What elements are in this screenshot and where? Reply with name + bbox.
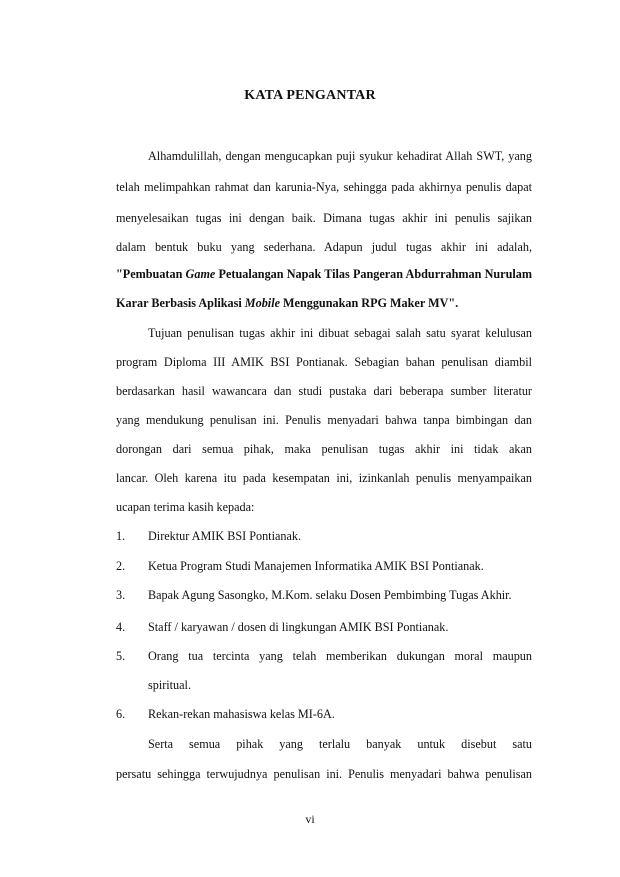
thesis-title-part: "Pembuatan — [116, 267, 186, 281]
paragraph-line: menyelesaikan tugas ini dengan baik. Dimana tugas akhir ini penulis sajikan — [116, 211, 532, 225]
list-text: Ketua Program Studi Manajemen Informatika AMIK BSI Pontianak. — [148, 559, 484, 573]
paragraph-line: Tujuan penulisan tugas akhir ini dibuat sebagai salah satu syarat kelulusan — [148, 326, 532, 340]
thesis-title-part: Menggunakan RPG Maker MV". — [280, 296, 459, 310]
list-text: Staff / karyawan / dosen di lingkungan AMIK BSI Pontianak. — [148, 620, 449, 634]
list-text: Direktur AMIK BSI Pontianak. — [148, 529, 302, 543]
list-number: 4. — [116, 620, 126, 634]
page-number: vi — [305, 812, 315, 826]
paragraph-line: yang mendukung penulisan ini. Penulis menyadari bahwa tanpa bimbingan dan — [116, 413, 532, 427]
paragraph-line: ucapan terima kasih kepada: — [116, 500, 255, 514]
paragraph-line: telah melimpahkan rahmat dan karunia-Nya, sehingga pada akhirnya penulis dapat — [116, 180, 532, 194]
paragraph-line: berdasarkan hasil wawancara dan studi pustaka dari beberapa sumber literatur — [116, 384, 532, 398]
paragraph-line: persatu sehingga terwujudnya penulisan ini. Penulis menyadari bahwa penulisan — [116, 767, 532, 781]
list-text: Rekan-rekan mahasiswa kelas MI-6A. — [148, 707, 335, 721]
list-number: 3. — [116, 588, 126, 602]
list-number: 1. — [116, 529, 126, 543]
paragraph-line: Alhamdulillah, dengan mengucapkan puji syukur kehadirat Allah SWT, yang — [148, 149, 532, 163]
page-title: KATA PENGANTAR — [244, 88, 376, 103]
paragraph-line: program Diploma III AMIK BSI Pontianak. Sebagian bahan penulisan diambil — [116, 355, 532, 369]
thesis-title-italic: Mobile — [244, 296, 280, 310]
paragraph-line: dorongan dari semua pihak, maka penulisan tugas akhir ini tidak akan — [116, 442, 532, 456]
paragraph-line: lancar. Oleh karena itu pada kesempatan ini, izinkanlah penulis menyampaikan — [116, 471, 532, 485]
thesis-title-italic: Game — [185, 267, 216, 281]
list-number: 2. — [116, 559, 126, 573]
list-text: spiritual. — [148, 678, 191, 692]
thesis-title-part: Karar Berbasis Aplikasi — [116, 296, 245, 310]
thesis-title-line — [116, 295, 532, 311]
thesis-title-line — [116, 266, 532, 282]
paragraph-line: dalam bentuk buku yang sederhana. Adapun judul tugas akhir ini adalah, — [116, 240, 532, 254]
list-text: Orang tua tercinta yang telah memberikan dukungan moral maupun — [148, 649, 532, 663]
list-text: Bapak Agung Sasongko, M.Kom. selaku Dosen Pembimbing Tugas Akhir. — [148, 588, 512, 602]
list-number: 5. — [116, 649, 126, 663]
thesis-title-part: Petualangan Napak Tilas Pangeran Abdurrahman Nurulam — [215, 267, 532, 281]
paragraph-line: Serta semua pihak yang terlalu banyak untuk disebut satu — [148, 737, 532, 751]
list-number: 6. — [116, 707, 126, 721]
